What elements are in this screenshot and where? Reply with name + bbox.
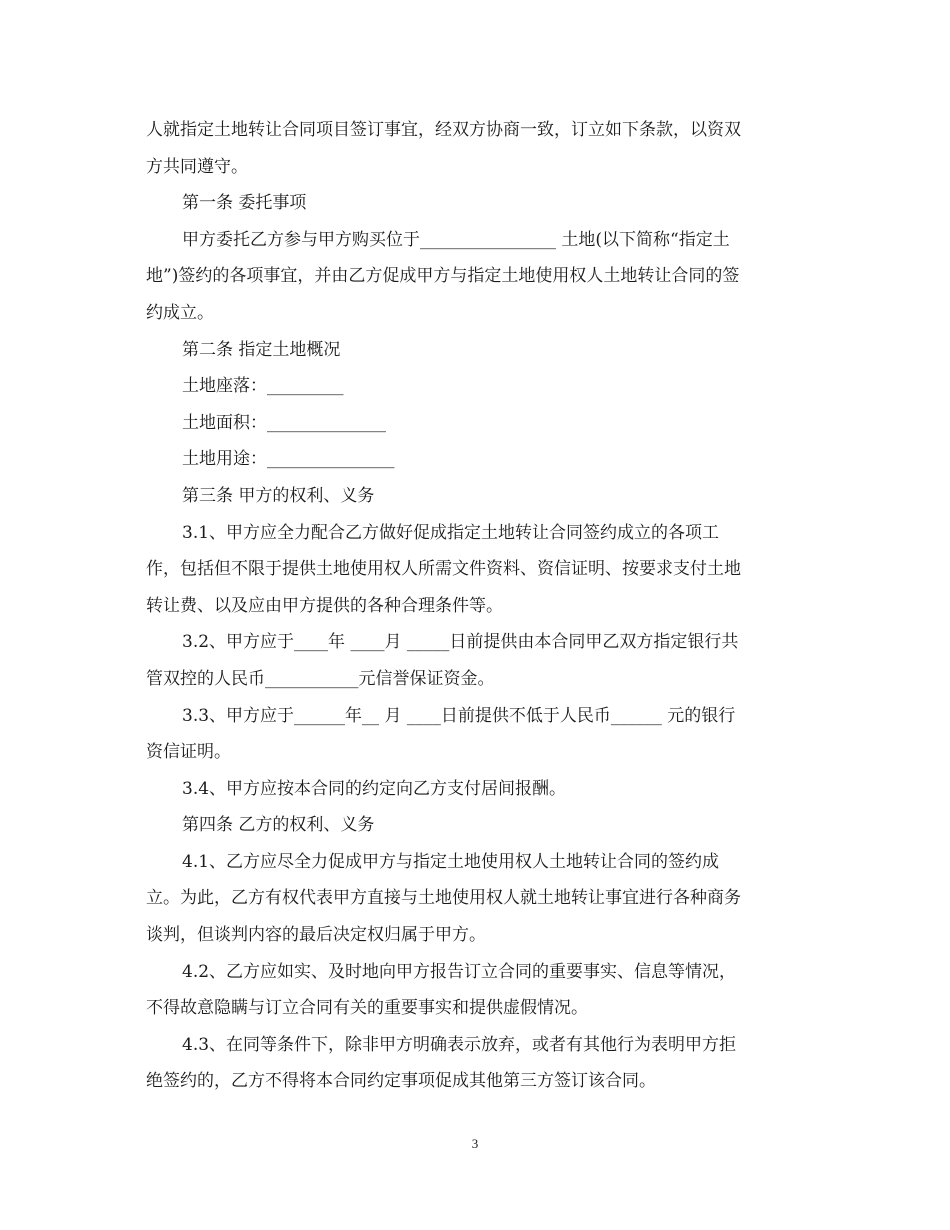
document-line: 第三条 甲方的权利、义务: [182, 485, 375, 506]
document-line: 土地面积：______________: [182, 412, 386, 433]
document-line: 4.1、乙方应尽全力促成甲方与指定土地使用权人土地转让合同的签约成: [182, 851, 720, 872]
document-line: 4.2、乙方应如实、及时地向甲方报告订立合同的重要事实、信息等情况，: [182, 961, 737, 982]
document-line: 立。为此，乙方有权代表甲方直接与土地使用权人就土地转让事宜进行各种商务: [146, 888, 741, 909]
document-line: 约成立。: [146, 302, 214, 323]
document-line: 土地座落：_________: [182, 376, 344, 397]
document-line: 地”)签约的各项事宜，并由乙方促成甲方与指定土地使用权人土地转让合同的签: [146, 266, 740, 287]
document-line: 3.1、甲方应全力配合乙方做好促成指定土地转让合同签约成立的各项工: [182, 522, 720, 543]
document-line: 方共同遵守。: [146, 156, 248, 177]
document-line: 第四条 乙方的权利、义务: [182, 815, 375, 836]
document-line: 人就指定土地转让合同项目签订事宜，经双方协商一致，订立如下条款，以资双: [146, 120, 741, 140]
document-line: 土地用途：_______________: [182, 449, 395, 470]
document-line: 谈判，但谈判内容的最后决定权归属于甲方。: [146, 925, 486, 946]
document-line: 第一条 委托事项: [182, 193, 307, 214]
document-line: 4.3、在同等条件下，除非甲方明确表示放弃，或者有其他行为表明甲方拒: [182, 1034, 737, 1055]
document-line: 3.4、甲方应按本合同的约定向乙方支付居间报酬。: [182, 778, 567, 799]
document-line: 甲方委托乙方参与甲方购买位于________________ 土地(以下简称“指定土: [182, 229, 730, 250]
document-line: 作，包括但不限于提供土地使用权人所需文件资料、资信证明、按要求支付土地: [146, 559, 741, 580]
document-body: [146, 112, 808, 1100]
document-line: 3.3、甲方应于______年__ 月 ____日前提供不低于人民币______ 元的银行: [182, 705, 736, 726]
document-line: 第二条 指定土地概况: [182, 339, 341, 360]
document-line: 资信证明。: [146, 742, 231, 763]
document-line: 转让费、以及应由甲方提供的各种合理条件等。: [146, 595, 503, 616]
document-line: 不得故意隐瞒与订立合同有关的重要事实和提供虚假情况。: [146, 998, 588, 1019]
page-number: 3: [471, 1136, 479, 1151]
document-line: 3.2、甲方应于____年 ____月 _____日前提供由本合同甲乙双方指定银行共: [182, 632, 739, 653]
document-line: 管双控的人民币___________元信誉保证资金。: [146, 668, 495, 689]
document-line: 绝签约的，乙方不得将本合同约定事项促成其他第三方签订该合同。: [146, 1071, 656, 1092]
